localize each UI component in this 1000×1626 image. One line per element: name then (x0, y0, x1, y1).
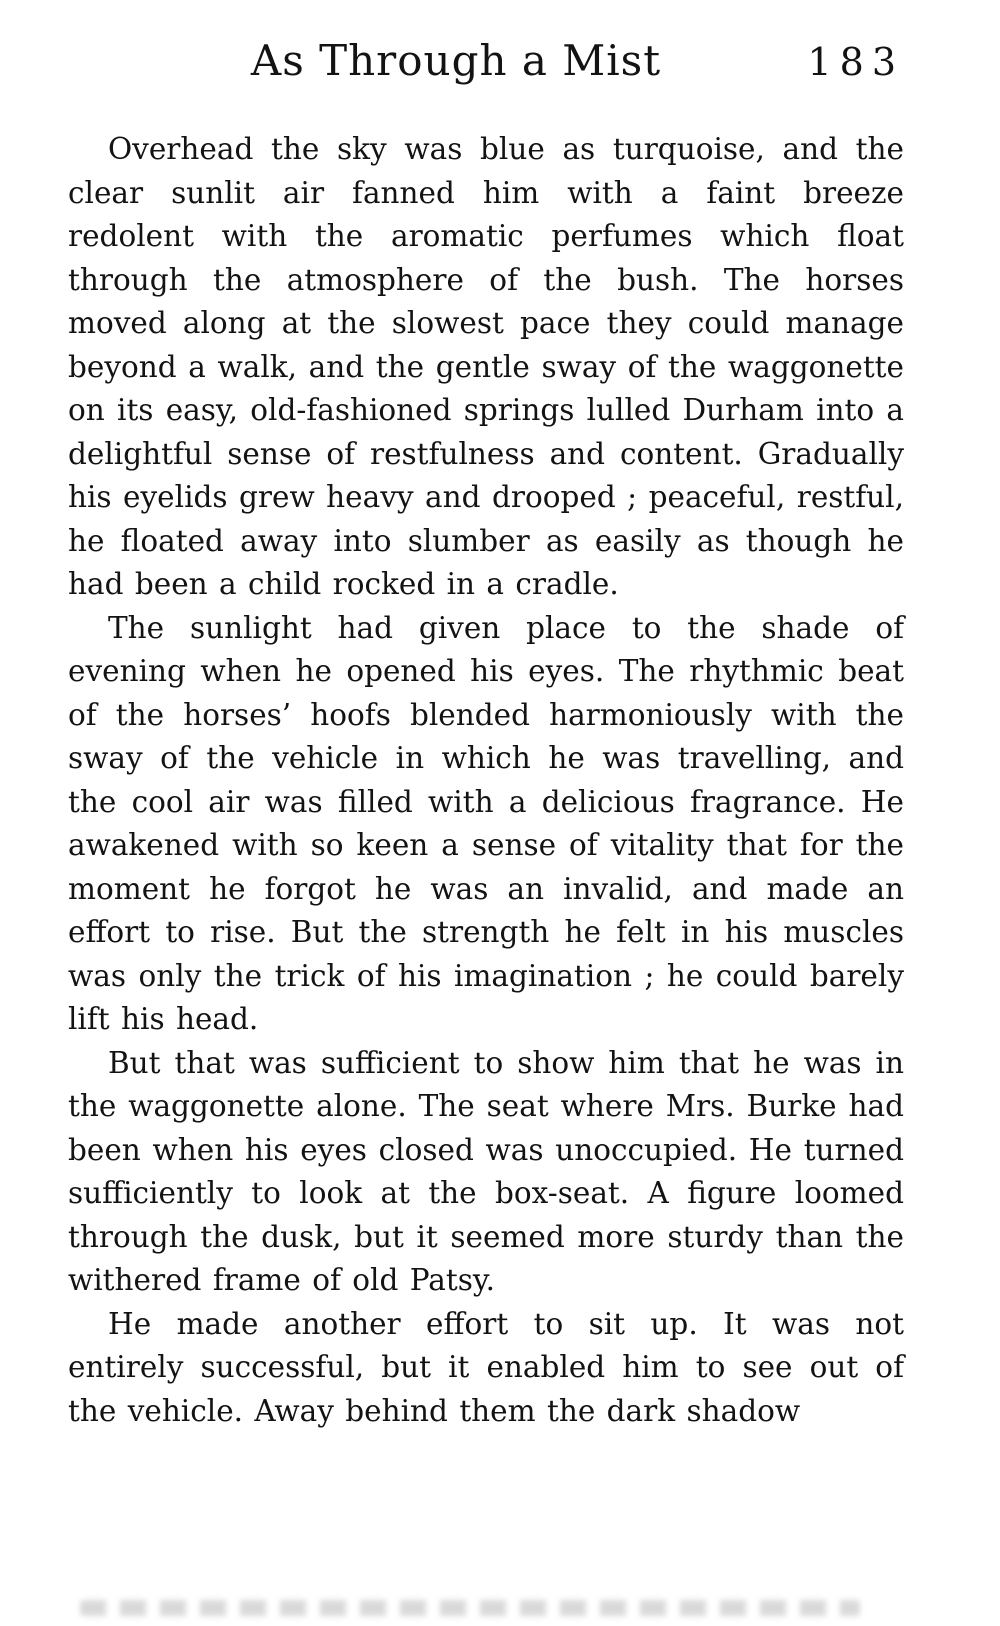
running-title: As Through a Mist (250, 36, 662, 85)
page-header (68, 36, 904, 102)
paragraph: Overhead the sky was blue as turquoise, and the clear sunlit air fanned him with a faint breeze redolent with the aromatic perfumes which float through the atmosphere of the bush. The horses moved along at the slowest pace they could manage beyond a walk, and the gentle sway of the waggonette on its easy, old-fashioned springs lulled Durham into a delightful sense of restfulness and content. Gradually his eyelids grew heavy and drooped ; peaceful, restful, he floated away into slumber as easily as though he had been a child rocked in a cradle. (68, 132, 904, 601)
paragraph: But that was sufficient to show him that he was in the waggonette alone. The seat where Mrs. Burke had been when his eyes closed was unoccupied. He turned sufficiently to look at the box-seat. A figure loomed through the dusk, but it seemed more sturdy than the withered frame of old Patsy. (68, 1045, 904, 1297)
body-text (68, 128, 904, 1433)
paragraph: He made another effort to sit up. It was not entirely successful, but it enabled him to see out of the vehicle. Away behind them the dark shadow (68, 1306, 904, 1428)
paragraph: The sunlight had given place to the shade of evening when he opened his eyes. The rhythmic beat of the horses’ hoofs blended harmoniously with the sway of the vehicle in which he was travelling, and the cool air was filled with a delicious fragrance. He awakened with so keen a sense of vitality that for the moment he forgot he was an invalid, and made an effort to rise. But the strength he felt in his muscles was only the trick of his imagination ; he could barely lift his head. (68, 610, 904, 1036)
page-number: 183 (807, 40, 904, 84)
cutoff-text-artifact (80, 1600, 860, 1616)
